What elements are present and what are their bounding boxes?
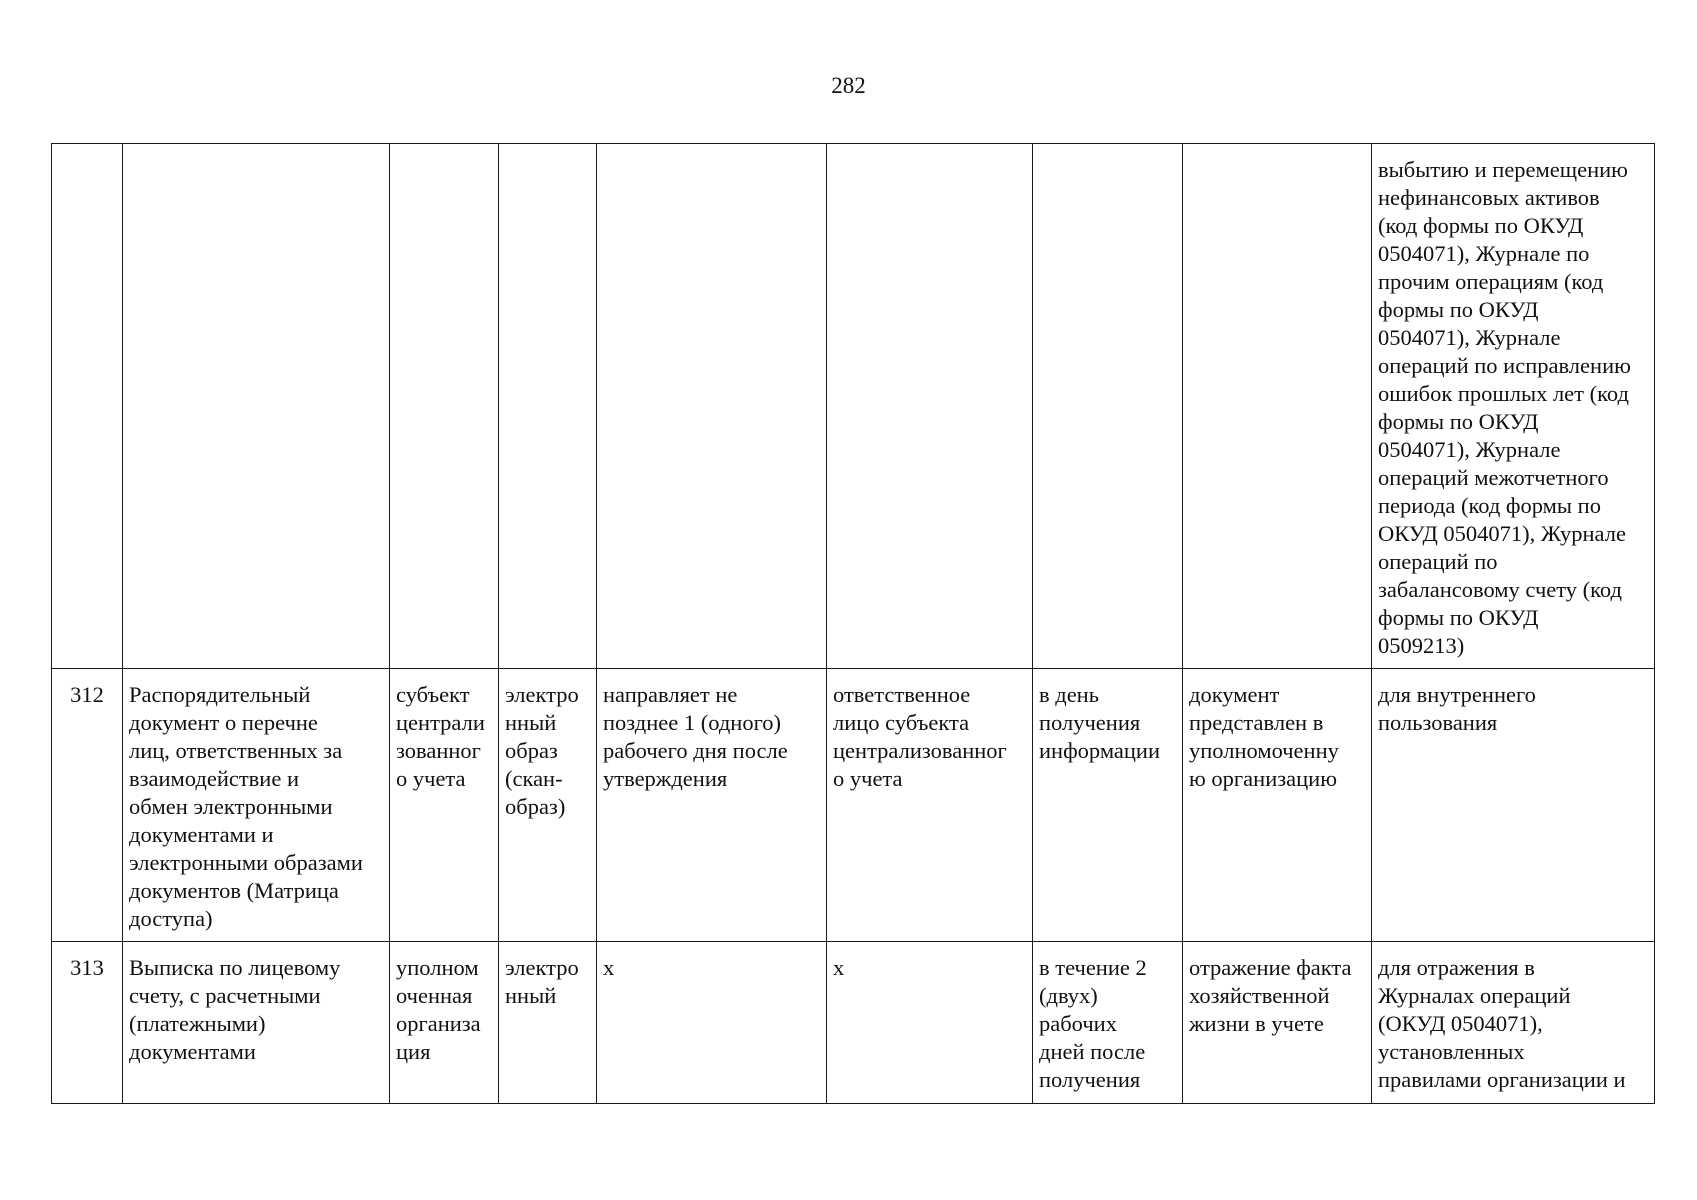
cell-text-line: позднее 1 (одного) xyxy=(603,710,781,735)
cell-text-line: отражение факта xyxy=(1189,955,1352,980)
cell-text-line: представлен в xyxy=(1189,710,1324,735)
cell-text-line: зованног xyxy=(396,738,481,763)
cell-text-line: ция xyxy=(396,1039,431,1064)
cell-text-line: документов (Матрица xyxy=(129,878,339,903)
cell-text-line: оченная xyxy=(396,983,473,1008)
cell-text-line: получения xyxy=(1039,1067,1141,1092)
cell-text-line: формы по ОКУД xyxy=(1378,605,1539,630)
cell-text-line: доступа) xyxy=(129,906,213,931)
deadline-cell xyxy=(1033,144,1183,669)
row-number: 312 xyxy=(70,682,104,707)
cell-text-line: централи xyxy=(396,710,485,735)
cell-text-line: правилами организации и xyxy=(1378,1067,1626,1092)
cell-text-line: о учета xyxy=(396,766,466,791)
cell-text-line: операций межотчетного xyxy=(1378,465,1609,490)
cell-text-line: взаимодействие и xyxy=(129,766,299,791)
document-name-cell xyxy=(123,669,390,942)
cell-text-line: рабочих xyxy=(1039,1011,1117,1036)
deadline-cell xyxy=(1033,669,1183,942)
result-cell xyxy=(1183,942,1372,1104)
cell-text-line: о учета xyxy=(833,766,903,791)
who-creates-cell xyxy=(390,942,499,1104)
cell-text-line: 0504071), Журнале xyxy=(1378,437,1561,462)
submission-terms-cell xyxy=(597,144,827,669)
cell-text-line: электронными образами xyxy=(129,850,363,875)
cell-text-line: лиц, ответственных за xyxy=(129,738,343,763)
usage-cell xyxy=(1372,669,1655,942)
cell-text-line: счету, с расчетными xyxy=(129,983,321,1008)
cell-text-line: нный xyxy=(505,983,557,1008)
page-number: 282 xyxy=(831,73,866,98)
responsible-person-cell xyxy=(827,144,1033,669)
cell-text-line: (скан- xyxy=(505,766,563,791)
document-name-cell xyxy=(123,144,390,669)
cell-text-line: х xyxy=(833,955,845,980)
cell-text-line: организа xyxy=(396,1011,481,1036)
cell-text-line: выбытию и перемещению xyxy=(1378,157,1628,182)
deadline-cell xyxy=(1033,942,1183,1104)
cell-text-line: информации xyxy=(1039,738,1161,763)
cell-text-line: дней после xyxy=(1039,1039,1146,1064)
cell-text-line: централизованног xyxy=(833,738,1007,763)
cell-text-line: хозяйственной xyxy=(1189,983,1330,1008)
row-number-cell xyxy=(52,942,123,1104)
cell-text-line: лицо субъекта xyxy=(833,710,970,735)
cell-text-line: (ОКУД 0504071), xyxy=(1378,1011,1543,1036)
cell-text-line: электро xyxy=(505,682,579,707)
document-name-cell xyxy=(123,942,390,1104)
cell-text-line: Журналах операций xyxy=(1378,983,1571,1008)
cell-text-line: направляет не xyxy=(603,682,738,707)
cell-text-line: ошибок прошлых лет (код xyxy=(1378,381,1629,406)
row-number-cell xyxy=(52,144,123,669)
cell-text-line: пользования xyxy=(1378,710,1498,735)
cell-text-line: образ) xyxy=(505,794,566,819)
cell-text-line: ю организацию xyxy=(1189,766,1337,791)
result-cell xyxy=(1183,144,1372,669)
document-form-cell xyxy=(499,942,597,1104)
cell-text-line: (платежными) xyxy=(129,1011,266,1036)
cell-text-line: (код формы по ОКУД xyxy=(1378,213,1584,238)
submission-terms-cell xyxy=(597,669,827,942)
cell-text-line: документами и xyxy=(129,822,274,847)
cell-text-line: в день xyxy=(1039,682,1099,707)
who-creates-cell xyxy=(390,144,499,669)
who-creates-cell xyxy=(390,669,499,942)
table-row xyxy=(52,942,1655,1104)
row-number: 313 xyxy=(70,955,104,980)
responsible-person-cell xyxy=(827,942,1033,1104)
cell-text-line: утверждения xyxy=(603,766,728,791)
row-number-cell xyxy=(52,669,123,942)
cell-text-line: документ xyxy=(1189,682,1280,707)
table-row xyxy=(52,669,1655,942)
table-row xyxy=(52,144,1655,669)
cell-text-line: обмен электронными xyxy=(129,794,333,819)
cell-text-line: (двух) xyxy=(1039,983,1098,1008)
cell-text-line: х xyxy=(603,955,615,980)
cell-text-line: для внутреннего xyxy=(1378,682,1536,707)
cell-text-line: нефинансовых активов xyxy=(1378,185,1600,210)
document-form-cell xyxy=(499,144,597,669)
cell-text-line: в течение 2 xyxy=(1039,955,1147,980)
submission-terms-cell xyxy=(597,942,827,1104)
cell-text-line: для отражения в xyxy=(1378,955,1535,980)
cell-text-line: субъект xyxy=(396,682,470,707)
cell-text-line: рабочего дня после xyxy=(603,738,788,763)
cell-text-line: ОКУД 0504071), Журнале xyxy=(1378,521,1626,546)
cell-text-line: операций по исправлению xyxy=(1378,353,1631,378)
cell-text-line: образ xyxy=(505,738,558,763)
cell-text-line: электро xyxy=(505,955,579,980)
cell-text-line: Распорядительный xyxy=(129,682,311,707)
cell-text-line: нный xyxy=(505,710,557,735)
cell-text-line: прочим операциям (код xyxy=(1378,269,1604,294)
document-table xyxy=(51,143,1655,1104)
cell-text-line: забалансовому счету (код xyxy=(1378,577,1622,602)
usage-cell xyxy=(1372,144,1655,669)
cell-text-line: установленных xyxy=(1378,1039,1525,1064)
cell-text-line: жизни в учете xyxy=(1189,1011,1324,1036)
cell-text-line: формы по ОКУД xyxy=(1378,409,1539,434)
cell-text-line: 0504071), Журнале по xyxy=(1378,241,1590,266)
cell-text-line: получения xyxy=(1039,710,1141,735)
cell-text-line: уполном xyxy=(396,955,479,980)
cell-text-line: операций по xyxy=(1378,549,1498,574)
cell-text-line: Выписка по лицевому xyxy=(129,955,341,980)
cell-text-line: документ о перечне xyxy=(129,710,318,735)
cell-text-line: периода (код формы по xyxy=(1378,493,1601,518)
cell-text-line: документами xyxy=(129,1039,256,1064)
document-form-cell xyxy=(499,669,597,942)
cell-text-line: 0509213) xyxy=(1378,633,1465,658)
cell-text-line: уполномоченну xyxy=(1189,738,1339,763)
usage-cell xyxy=(1372,942,1655,1104)
responsible-person-cell xyxy=(827,669,1033,942)
cell-text-line: формы по ОКУД xyxy=(1378,297,1539,322)
result-cell xyxy=(1183,669,1372,942)
cell-text-line: 0504071), Журнале xyxy=(1378,325,1561,350)
cell-text-line: ответственное xyxy=(833,682,971,707)
